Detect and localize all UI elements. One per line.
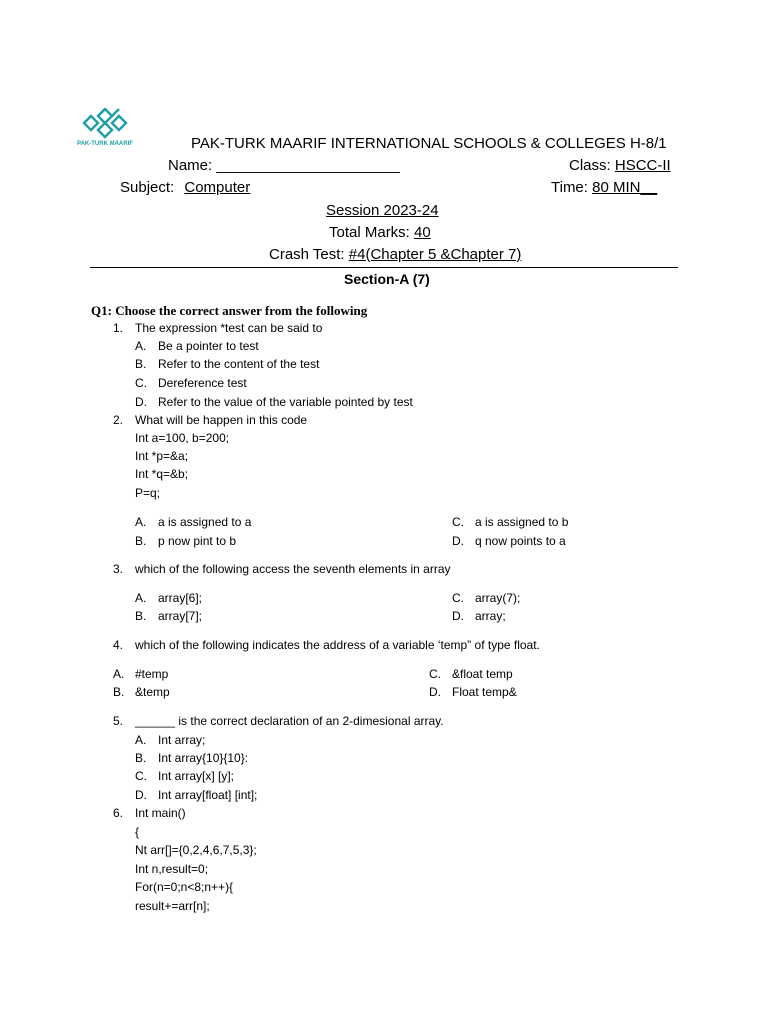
option-label: D. — [135, 788, 147, 802]
option-text: q now points to a — [475, 534, 566, 548]
question-3-number: 3. — [113, 562, 124, 576]
option-label: A. — [113, 667, 125, 681]
class-value: HSCC-II — [614, 157, 671, 174]
option-text: Int array[x] [y]; — [158, 769, 235, 783]
option-text: Int array{10}{10}: — [158, 751, 249, 765]
question-4-text: which of the following indicates the address of a variable ‘temp” of type float. — [135, 638, 540, 652]
option-label: D. — [452, 609, 464, 623]
code-line: Int a=100, b=200; — [135, 431, 230, 445]
question-6-text: Int main() — [135, 806, 186, 820]
subject-label: Subject: — [120, 179, 175, 196]
question-4-number: 4. — [113, 638, 124, 652]
question-1-number: 1. — [113, 321, 124, 335]
option-label: A. — [135, 515, 147, 529]
question-5-text: ______ is the correct declaration of an 2-dimesional array. — [135, 714, 444, 728]
name-label: Name: — [168, 157, 213, 174]
option-label: C. — [452, 591, 464, 605]
option-text: Int array; — [158, 733, 206, 747]
option-label: A. — [135, 733, 147, 747]
option-label: B. — [135, 751, 147, 765]
code-line: Int *p=&a; — [135, 449, 189, 463]
question-2-number: 2. — [113, 413, 124, 427]
question-3-text: which of the following access the seventh elements in array — [135, 562, 451, 576]
code-line: { — [135, 825, 140, 839]
option-text: #temp — [135, 667, 169, 681]
option-text: a is assigned to b — [475, 515, 569, 529]
time-value: 80 MIN__ — [592, 179, 658, 196]
option-text: array(7); — [475, 591, 521, 605]
code-line: Int *q=&b; — [135, 467, 189, 481]
option-text: a is assigned to a — [158, 515, 252, 529]
option-text: Float temp& — [452, 685, 517, 699]
question-5-number: 5. — [113, 714, 124, 728]
option-label: D. — [429, 685, 441, 699]
q1-title: Q1: Choose the correct answer from the following — [91, 303, 368, 318]
session-text: Session 2023-24 — [326, 202, 439, 219]
option-label: C. — [135, 376, 147, 390]
crash-test — [269, 246, 521, 263]
name-line — [168, 157, 400, 174]
question-6-number: 6. — [113, 806, 124, 820]
school-name: PAK-TURK MAARIF INTERNATIONAL SCHOOLS & COLLEGES H-8/1 — [191, 135, 667, 152]
option-label: A. — [135, 339, 147, 353]
option-text: Refer to the value of the variable pointed by test — [158, 395, 413, 409]
code-line: For(n=0;n<8;n++){ — [135, 880, 234, 894]
name-blank: ______________________ — [216, 157, 400, 174]
option-text: array[6]; — [158, 591, 203, 605]
question-1-text: The expression *test can be said to — [135, 321, 323, 335]
class-label: Class: — [569, 157, 611, 174]
code-line: Int n,result=0; — [135, 862, 209, 876]
subject-line — [120, 179, 250, 196]
option-label: D. — [452, 534, 464, 548]
marks-value: 40 — [414, 224, 431, 241]
time-line — [551, 179, 657, 196]
code-line: Nt arr[]={0,2,4,6,7,5,3}; — [135, 843, 257, 857]
code-line: result+=arr[n]; — [135, 899, 210, 913]
option-label: C. — [429, 667, 441, 681]
crash-value: #4(Chapter 5 &Chapter 7) — [348, 246, 522, 263]
option-text: p now pint to b — [158, 534, 237, 548]
option-label: A. — [135, 591, 147, 605]
option-label: B. — [113, 685, 125, 699]
crash-label: Crash Test: — [269, 246, 345, 263]
option-label: C. — [135, 769, 147, 783]
option-label: D. — [135, 395, 147, 409]
option-label: B. — [135, 357, 147, 371]
option-text: Be a pointer to test — [158, 339, 259, 353]
code-line: P=q; — [135, 486, 161, 500]
option-label: B. — [135, 609, 147, 623]
logo-text: PAK-TURK MAARIF — [77, 141, 133, 147]
option-text: Int array[float] [int]; — [158, 788, 258, 802]
header-divider — [90, 267, 678, 268]
time-label: Time: — [551, 179, 588, 196]
school-logo — [70, 105, 140, 151]
question-2-text: What will be happen in this code — [135, 413, 308, 427]
option-label: C. — [452, 515, 464, 529]
option-text: array; — [475, 609, 506, 623]
option-text: Dereference test — [158, 376, 247, 390]
option-text: &temp — [135, 685, 170, 699]
logo-emblem-icon — [70, 105, 140, 145]
section-title: Section-A (7) — [344, 271, 430, 287]
class-line — [569, 157, 671, 174]
subject-value: Computer — [184, 179, 251, 196]
option-text: array[7]; — [158, 609, 203, 623]
total-marks — [329, 224, 431, 241]
marks-label: Total Marks: — [329, 224, 410, 241]
option-text: Refer to the content of the test — [158, 357, 320, 371]
option-label: B. — [135, 534, 147, 548]
option-text: &float temp — [452, 667, 513, 681]
